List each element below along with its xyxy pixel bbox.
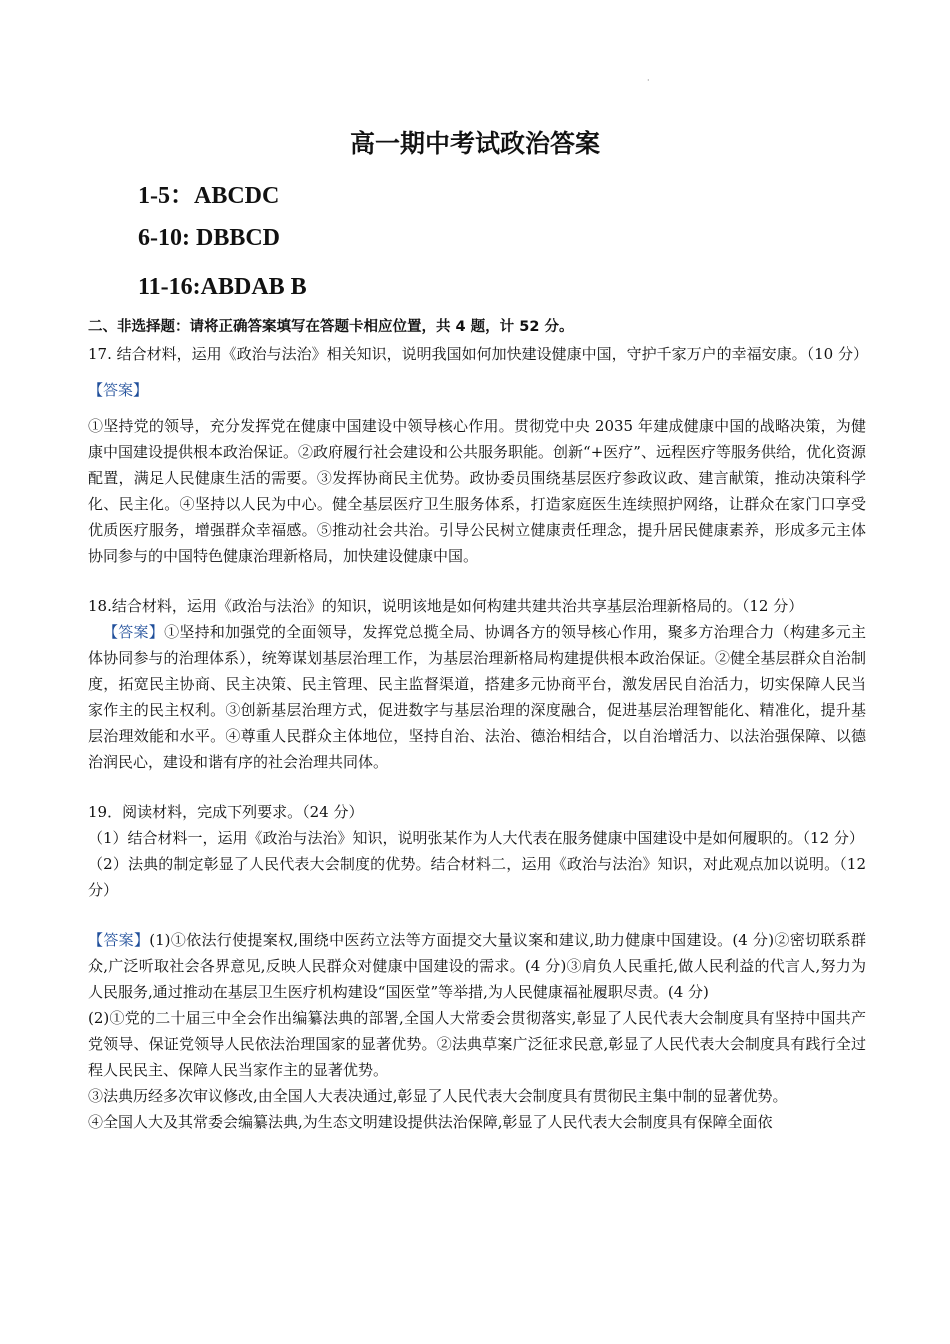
q19-sub1: （1）结合材料一，运用《政治与法治》知识，说明张某作为人大代表在服务健康中国建设中是如何履职的。（12 分） [88, 829, 864, 847]
q17-question: 17. 结合材料，运用《政治与法治》相关知识，说明我国如何加快建设健康中国，守护千家万户的幸福安康。（10 分） [88, 345, 868, 363]
q19-answer2-c: ④全国人大及其常委会编纂法典,为生态文明建设提供法治保障,彰显了人民代表大会制度具有保障全面依 [88, 1113, 773, 1131]
answer-tag: 【答案】 [103, 623, 165, 641]
q17-answer: ①坚持党的领导，充分发挥党在健康中国建设中领导核心作用。贯彻党中央 2035 年建成健康中国的战略决策，为健康中国建设提供根本政治保证。②政府履行社会建设和公共服务职能。创新“+医疗”、远程医疗等服务供给，优化资源配置，满足人民健康生活的需要。③发挥协商民主优势。政协委员围绕基层医疗参政议政、建言献策，推动决策科学化、民主化。④坚持以人民为中心。健全基层医疗卫生服务体系，打造家庭医生连续照护网络，让群众在家门口享受优质医疗服务，增强群众幸福感。⑤推动社会共治。引导公民树立健康责任理念，提升居民健康素养，形成多元主体协同参与的中国特色健康治理新格局，加快建设健康中国。 [88, 417, 866, 565]
q19-answer2-a: (2)①党的二十届三中全会作出编纂法典的部署,全国人大常委会贯彻落实,彰显了人民代表大会制度具有坚持中国共产党领导、保证党领导人民依法治理国家的显著优势。②法典草案广泛征求民意,彰显了人民代表大会制度具有践行全过程人民民主、保障人民当家作主的显著优势。 [88, 1009, 866, 1079]
answer-line-1: 1-5：ABCDC [138, 183, 280, 209]
q19-question: 19．阅读材料，完成下列要求。（24 分） [88, 803, 364, 821]
answer-tag: 【答案】 [88, 381, 149, 399]
page-dot: · [647, 76, 650, 85]
q19-sub2: （2）法典的制定彰显了人民代表大会制度的优势。结合材料二，运用《政治与法治》知识，对此观点加以说明。（12 分） [88, 855, 866, 899]
q19-answer1-block [88, 927, 866, 1005]
page-title: 高一期中考试政治答案 [349, 129, 600, 158]
q19-answer2-b: ③法典历经多次审议修改,由全国人大表决通过,彰显了人民代表大会制度具有贯彻民主集中制的显著优势。 [88, 1087, 788, 1105]
q19-answer1: (1)①依法行使提案权,围绕中医药立法等方面提交大量议案和建议,助力健康中国建设。(4 分)②密切联系群众,广泛听取社会各界意见,反映人民群众对健康中国建设的需求。(4 分)③肩负人民重托,做人民利益的代言人,努力为人民服务,通过推动在基层卫生医疗机构建设“国医堂”等举措,为人民健康福祉履职尽责。(4 分) [88, 931, 866, 1001]
document-body [88, 317, 866, 1135]
answer-tag: 【答案】 [88, 931, 150, 949]
q18-answer: ①坚持和加强党的全面领导，发挥党总揽全局、协调各方的领导核心作用，聚多方治理合力（构建多元主体协同参与的治理体系），统筹谋划基层治理工作，为基层治理新格局构建提供根本政治保证。②健全基层群众自治制度，拓宽民主协商、民主决策、民主管理、民主监督渠道，搭建多元协商平台，激发居民自治活力，切实保障人民当家作主的民主权利。③创新基层治理方式，促进数字与基层治理的深度融合，促进基层治理智能化、精准化，提升基层治理效能和水平。④尊重人民群众主体地位，坚持自治、法治、德治相结合，以自治增活力、以法治强保障、以德治润民心，建设和谐有序的社会治理共同体。 [88, 623, 866, 771]
answer-line-2: 6-10: DBBCD [138, 225, 280, 251]
q17-answer-tag-line [88, 377, 866, 403]
section-heading: 二、非选择题：请将正确答案填写在答题卡相应位置，共 4 题，计 52 分。 [88, 319, 574, 335]
q18-answer-block [88, 619, 866, 775]
q18-question: 18.结合材料，运用《政治与法治》的知识，说明该地是如何构建共建共治共享基层治理新格局的。（12 分） [88, 597, 804, 615]
answer-line-3: 11-16:ABDAB B [138, 274, 307, 300]
